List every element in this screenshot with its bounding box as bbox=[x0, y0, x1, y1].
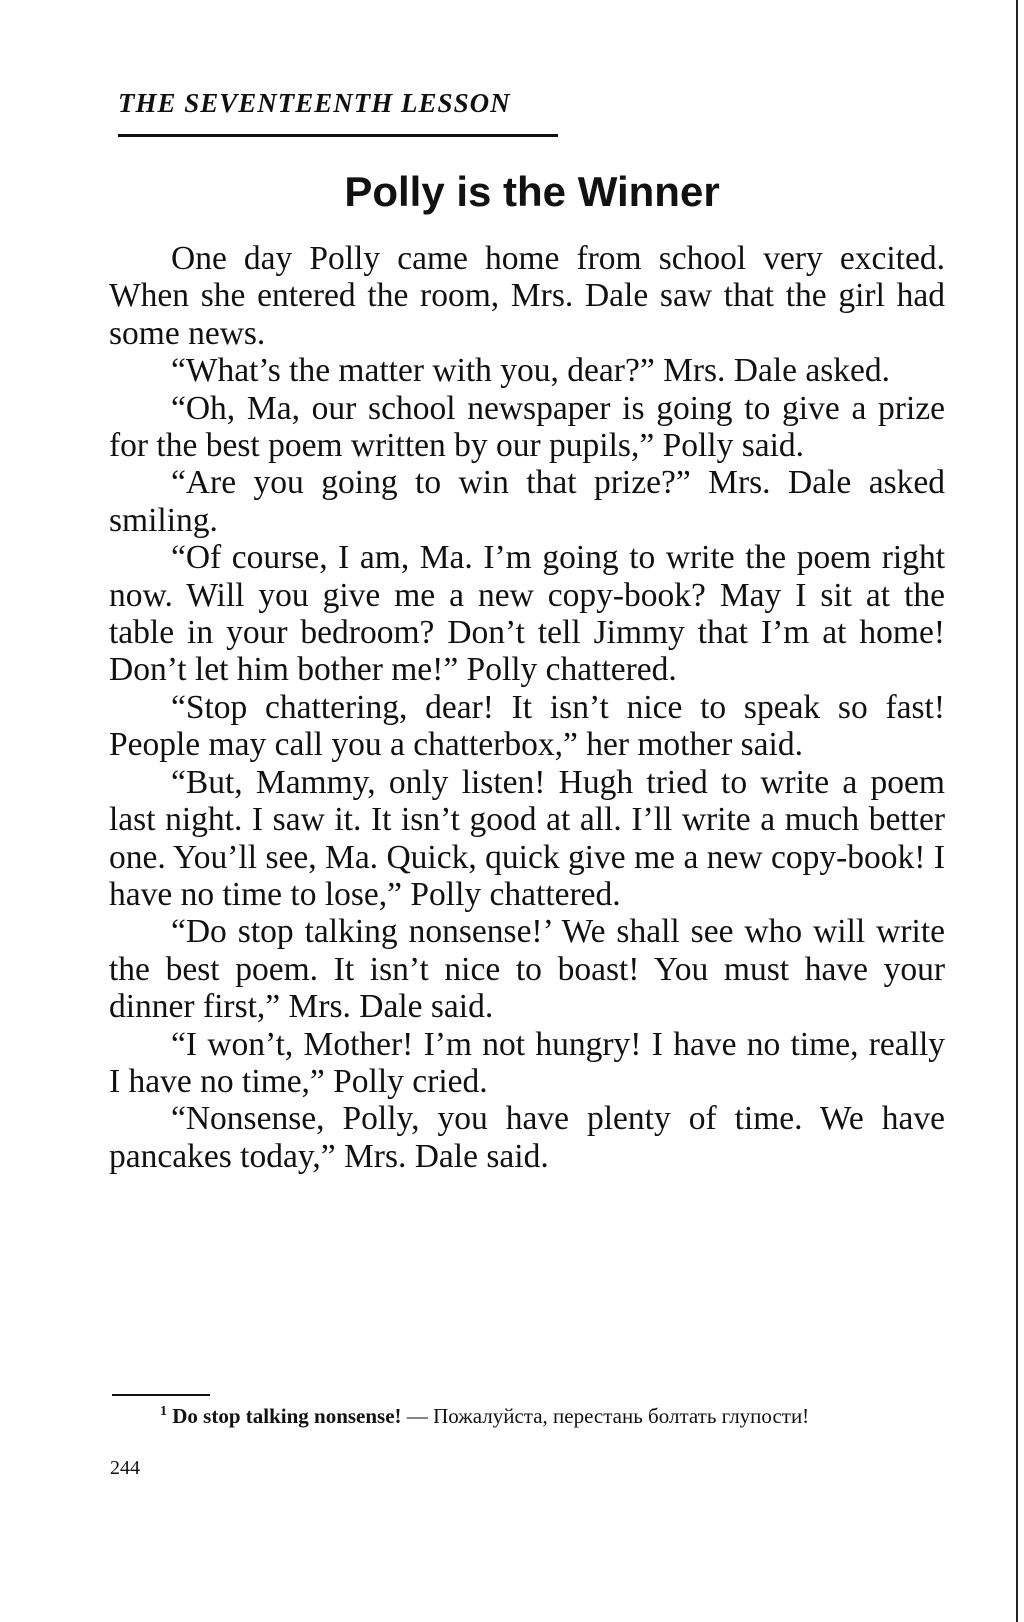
paragraph: “Do stop talking nonsense!’ We shall see who will write the best poem. It isn’t nice to boast! You must have your dinner first,” Mrs. Dale said. bbox=[109, 913, 945, 1026]
page-number: 244 bbox=[110, 1457, 140, 1479]
running-head: THE SEVENTEENTH LESSON bbox=[118, 88, 511, 118]
page-edge-line bbox=[1016, 0, 1018, 1622]
paragraph: “Are you going to win that prize?” Mrs. Dale asked smiling. bbox=[109, 464, 945, 539]
paragraph: “Nonsense, Polly, you have plenty of time. We have pancakes today,” Mrs. Dale said. bbox=[109, 1100, 945, 1175]
story-text bbox=[109, 240, 945, 1175]
paragraph: One day Polly came home from school very excited. When she entered the room, Mrs. Dale saw that the girl had some news. bbox=[109, 240, 945, 352]
footnote-separator: — bbox=[401, 1404, 434, 1428]
paragraph: “What’s the matter with you, dear?” Mrs. Dale asked. bbox=[171, 352, 891, 390]
paragraph: “Stop chattering, dear! It isn’t nice to speak so fast! People may call you a chatterbox,” her mother said. bbox=[109, 688, 945, 764]
running-head-rule bbox=[118, 134, 558, 137]
footnote-russian: Пожалуйста, перестань болтать глупости! bbox=[433, 1404, 810, 1428]
footnote-mark: 1 bbox=[160, 1404, 167, 1419]
footnote-english: Do stop talking nonsense! bbox=[172, 1404, 402, 1428]
footnote-rule bbox=[112, 1394, 210, 1396]
paragraph: “Of course, I am, Ma. I’m going to write the poem right now. Will you give me a new copy-book? May I sit at the table in your bedroom? Don’t tell Jimmy that I’m at home! Don’t let him bother me!” Polly chattered. bbox=[109, 539, 945, 689]
paragraph: “Oh, Ma, our school newspaper is going to give a prize for the best poem written by our pupils,” Polly said. bbox=[109, 389, 945, 465]
paragraph: “I won’t, Mother! I’m not hungry! I have no time, really I have no time,” Polly cried. bbox=[109, 1025, 945, 1100]
paragraph: “But, Mammy, only listen! Hugh tried to write a poem last night. I saw it. It isn’t good at all. I’ll write a much better one. You’ll see, Ma. Quick, quick give me a new copy-book! I have no time to lose,” Polly chattered. bbox=[109, 763, 945, 913]
footnote bbox=[160, 1404, 960, 1429]
story-title: Polly is the Winner bbox=[344, 168, 720, 215]
